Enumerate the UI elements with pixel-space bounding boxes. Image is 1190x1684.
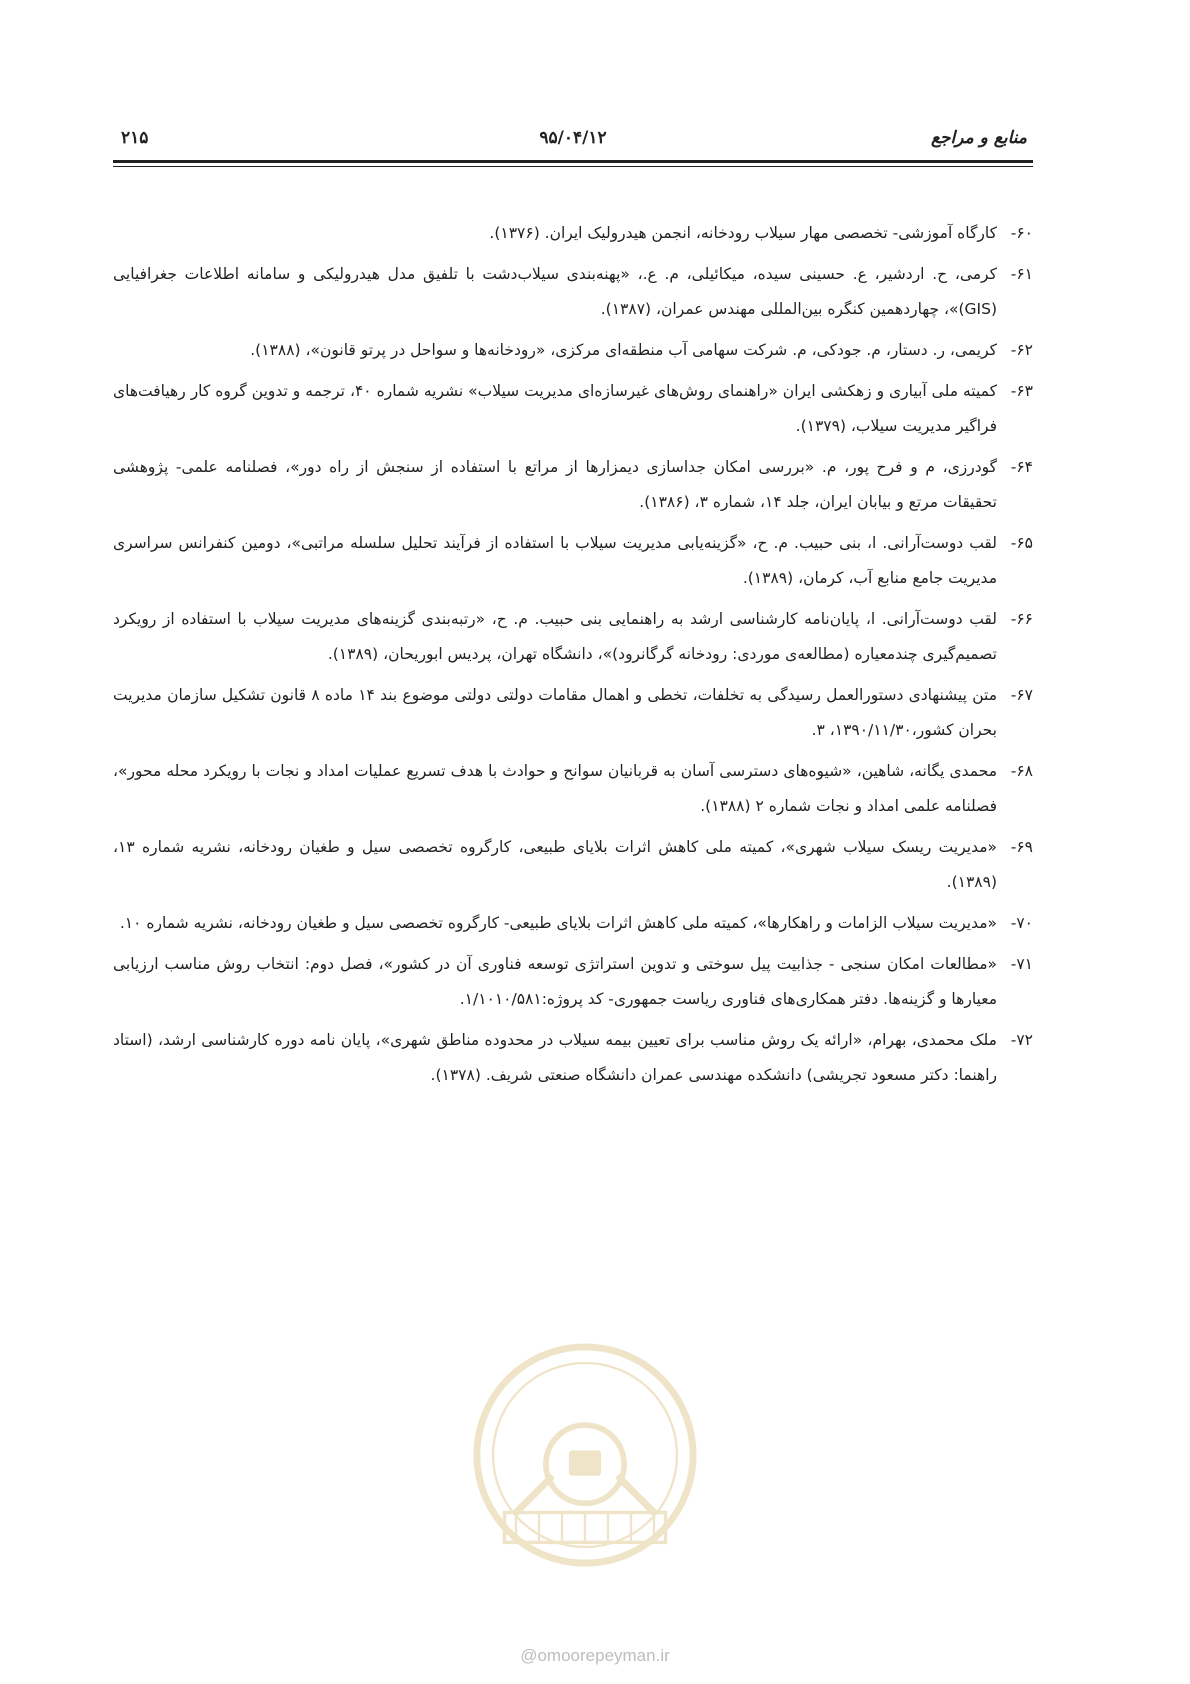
- watermark-seal-icon: [470, 1340, 700, 1570]
- reference-item: [113, 754, 1033, 824]
- reference-item: [113, 216, 1033, 251]
- reference-text: متن پیشنهادی دستورالعمل رسیدگی به تخلفات، تخطی و اهمال مقامات دولتی دولتی موضوع بند ۱۴ ماده ۸ قانون تشکیل سازمان مدیریت بحران کشور،۱۳۹۰/۱۱/۳۰، ۳.: [113, 686, 998, 739]
- reference-item: [113, 947, 1033, 1017]
- reference-item: [113, 374, 1033, 444]
- reference-item: [113, 333, 1033, 368]
- reference-text: ملک محمدی، بهرام، «ارائه یک روش مناسب برای تعیین بیمه سیلاب در محدوده مناطق شهری»، پایان نامه دوره کارشناسی ارشد، (استاد راهنما: دکتر مسعود تجریشی) دانشکده مهندسی عمران دانشگاه صنعتی شریف. (۱۳۷۸).: [113, 1031, 997, 1084]
- reference-text: کرمی، ح. اردشیر، ع. حسینی سیده، میکائیلی، م. ع.، «پهنه‌بندی سیلاب‌دشت با تلفیق مدل هیدرولیکی و سامانه اطلاعات جغرافیایی (GIS)»، چهاردهمین کنگره بین‌المللی مهندس عمران، (۱۳۸۷).: [113, 265, 997, 318]
- reference-item: [113, 526, 1033, 596]
- reference-text: گودرزی، م و فرح پور، م. «بررسی امکان جداسازی دیمزارها از مراتع با استفاده از سنجش از راه دور»، فصلنامه علمی- پژوهشی تحقیقات مرتع و بیابان ایران، جلد ۱۴، شماره ۳، (۱۳۸۶).: [113, 458, 997, 511]
- reference-item: [113, 450, 1033, 520]
- reference-text: لقب دوست‌آرانی. ا، پایان‌نامه کارشناسی ارشد به راهنمایی بنی حبیب. م. ح، «رتبه‌بندی گزینه‌های مدیریت سیلاب با استفاده از رویکرد تصمیم‌گیری چندمعیاره (مطالعه‌ی موردی: رودخانه گرگانرود)»، دانشگاه تهران، پردیس ابوریحان، (۱۳۸۹).: [113, 610, 997, 663]
- reference-item: [113, 906, 1033, 941]
- reference-text: کارگاه آموزشی- تخصصی مهار سیلاب رودخانه، انجمن هیدرولیک ایران. (۱۳۷۶).: [489, 224, 997, 242]
- reference-number: ۶۹-: [1010, 838, 1033, 856]
- page-header: [113, 128, 1033, 168]
- reference-text: «مدیریت ریسک سیلاب شهری»، کمیته ملی کاهش اثرات بلایای طبیعی، کارگروه تخصصی سیل و طغیان رودخانه، نشریه شماره ۱۳، (۱۳۸۹).: [113, 838, 997, 891]
- reference-number: ۷۱-: [1010, 955, 1033, 973]
- section-title: منابع و مراجع: [930, 128, 1027, 148]
- reference-text: کریمی، ر. دستار، م. جودکی، م. شرکت سهامی آب منطقه‌ای مرکزی، «رودخانه‌ها و سواحل در پرتو قانون»، (۱۳۸۸).: [250, 341, 997, 359]
- reference-text: محمدی یگانه، شاهین، «شیوه‌های دسترسی آسان به قربانیان سوانح و حوادث با هدف تسریع عملیات امداد و نجات با رویکرد محله محور»، فصلنامه علمی امداد و نجات شماره ۲ (۱۳۸۸).: [113, 762, 997, 815]
- reference-number: ۶۲-: [1010, 341, 1033, 359]
- reference-number: ۶۸-: [1010, 762, 1033, 780]
- header-date: ۹۵/۰۴/۱۲: [539, 128, 607, 148]
- header-rule-thin: [113, 166, 1033, 167]
- header-rule-thick: [113, 160, 1033, 163]
- reference-number: ۶۷-: [1010, 686, 1033, 704]
- reference-item: [113, 1023, 1033, 1093]
- reference-item: [113, 830, 1033, 900]
- reference-text: کمیته ملی آبیاری و زهکشی ایران «راهنمای روش‌های غیرسازه‌ای مدیریت سیلاب» نشریه شماره ۴۰، ترجمه و تدوین گروه کار رهیافت‌های فراگیر مدیریت سیلاب، (۱۳۷۹).: [113, 382, 997, 435]
- reference-text: «مطالعات امکان سنجی - جذابیت پیل سوختی و تدوین استراتژی توسعه فناوری آن در کشور»، فصل دوم: انتخاب روش مناسب ارزیابی معیارها و گزینه‌ها. دفتر همکاری‌های فناوری ریاست جمهوری- کد پروژه:۱/۱۰۱۰/۵۸۱.: [113, 955, 997, 1008]
- reference-number: ۶۱-: [1010, 265, 1033, 283]
- reference-item: [113, 257, 1033, 327]
- reference-number: ۷۰-: [1010, 914, 1033, 932]
- reference-number: ۶۰-: [1010, 224, 1033, 242]
- page-number: ۲۱۵: [121, 128, 149, 148]
- reference-number: ۶۶-: [1010, 610, 1033, 628]
- reference-number: ۶۵-: [1010, 534, 1033, 552]
- reference-number: ۶۴-: [1010, 458, 1033, 476]
- reference-number: ۷۲-: [1010, 1031, 1033, 1049]
- reference-number: ۶۳-: [1010, 382, 1033, 400]
- reference-text: لقب دوست‌آرانی. ا، بنی حبیب. م. ح، «گزینه‌یابی مدیریت سیلاب با استفاده از فرآیند تحلیل سلسله مراتبی»، دومین کنفرانس سراسری مدیریت جامع منابع آب، کرمان، (۱۳۸۹).: [113, 534, 997, 587]
- watermark-site-url: @omoorepeyman.ir: [520, 1646, 670, 1665]
- reference-list: [113, 216, 1033, 1099]
- reference-item: [113, 678, 1033, 748]
- reference-text: «مدیریت سیلاب الزامات و راهکارها»، کمیته ملی کاهش اثرات بلایای طبیعی- کارگروه تخصصی سیل و طغیان رودخانه، نشریه شماره ۱۰.: [119, 914, 997, 932]
- reference-item: [113, 602, 1033, 672]
